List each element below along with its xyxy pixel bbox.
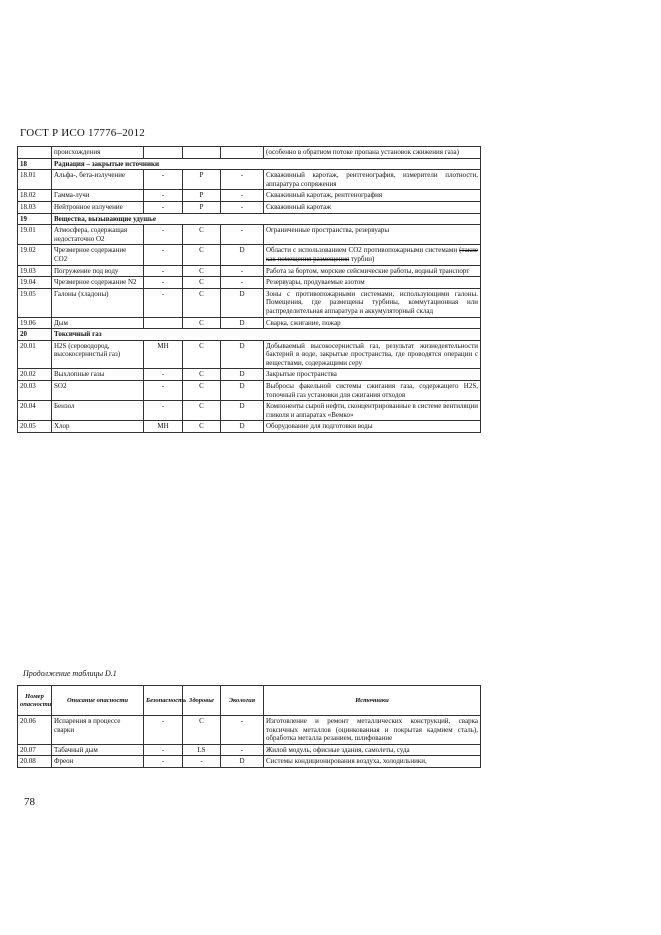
safety-value: - — [144, 716, 183, 745]
hazard-desc: Атмосфера, содержащая недостаточно O2 — [52, 225, 144, 245]
table-row — [18, 170, 481, 190]
hazard-desc: Галоны (хладоны) — [52, 288, 144, 317]
health-value: C — [183, 401, 221, 421]
hazard-desc: SO2 — [52, 381, 144, 401]
eco-value: D — [221, 401, 264, 421]
page-number: 78 — [24, 796, 35, 808]
hazard-desc: Чрезмерное содержание N2 — [52, 277, 144, 289]
safety-value: - — [144, 401, 183, 421]
safety-value: - — [144, 369, 183, 381]
safety-value: - — [144, 225, 183, 245]
safety-value: - — [144, 381, 183, 401]
eco-value: - — [221, 716, 264, 745]
col-header-health: Здоровье — [183, 686, 221, 716]
safety-value: MH — [144, 340, 183, 369]
table-row — [18, 421, 481, 433]
hazard-code: 20.03 — [18, 381, 52, 401]
hazard-code: 20.08 — [18, 756, 52, 768]
health-value: C — [183, 716, 221, 745]
hazard-source: Скважинный каротаж, рентгенография, измерители плотности, аппаратура сопряжения — [264, 170, 481, 190]
hazard-desc: Гамма-лучи — [52, 190, 144, 202]
eco-value: - — [221, 201, 264, 213]
hazard-source: Оборудование для подготовки воды — [264, 421, 481, 433]
health-value: C — [183, 225, 221, 245]
hazard-desc: Хлор — [52, 421, 144, 433]
health-value: P — [183, 190, 221, 202]
safety-value: MH — [144, 421, 183, 433]
col-header-safety: Безопасность — [144, 686, 183, 716]
hazard-source: Изготовление и ремонт металлических конструкций, сварка токсичных металлов (оцинкованная и покрытая кадмием сталь), обработка металла резанием, шлифование — [264, 716, 481, 745]
table-continuation-label: Продолжение таблицы D.1 — [23, 669, 117, 678]
safety-value — [144, 317, 183, 329]
col-header-number: Номер опасности — [18, 686, 52, 716]
hazard-desc: Альфа-, бета-излучение — [52, 170, 144, 190]
document-header: ГОСТ Р ИСО 17776–2012 — [20, 127, 146, 139]
section-title: Токсичный газ — [52, 329, 481, 341]
safety-value: - — [144, 277, 183, 289]
table-row — [18, 369, 481, 381]
safety-value: - — [144, 265, 183, 277]
hazard-code: 19.02 — [18, 245, 52, 265]
hazard-code: 18.02 — [18, 190, 52, 202]
hazard-desc: Табачный дым — [52, 744, 144, 756]
hazard-source: Работа за бортом, морские сейсмические работы, водный транспорт — [264, 265, 481, 277]
hazard-desc: Фреон — [52, 756, 144, 768]
col-header-description: Описание опасности — [52, 686, 144, 716]
table-row — [18, 756, 481, 768]
hazard-code: 18.01 — [18, 170, 52, 190]
eco-value: D — [221, 369, 264, 381]
health-value: C — [183, 265, 221, 277]
hazard-desc: Выхлопные газы — [52, 369, 144, 381]
health-value: LS — [183, 744, 221, 756]
health-value: C — [183, 340, 221, 369]
hazard-source: Ограниченные пространства, резервуары — [264, 225, 481, 245]
safety-value: - — [144, 288, 183, 317]
section-code: 20 — [18, 329, 52, 341]
eco-value: D — [221, 381, 264, 401]
health-value: C — [183, 317, 221, 329]
eco-value: - — [221, 190, 264, 202]
hazard-desc: Испарения в процессе сварки — [52, 716, 144, 745]
table-row — [18, 225, 481, 245]
safety-value: - — [144, 190, 183, 202]
source-text: турбин) — [349, 254, 375, 263]
eco-value: D — [221, 245, 264, 265]
health-value: C — [183, 245, 221, 265]
hazard-source: Добываемый высокосернистый газ, результат жизнедеятельности бактерий в воде, закрытые пространства, где проводятся операции с веществами, содержащими серу — [264, 340, 481, 369]
health-value: P — [183, 201, 221, 213]
hazard-source: Зоны с противопожарными системами, использующими галоны. Помещения, где размещены турбины, коммутационная или распределительная аппаратура и аккумуляторный склад — [264, 288, 481, 317]
section-code: 19 — [18, 213, 52, 225]
table-row — [18, 265, 481, 277]
health-value: C — [183, 381, 221, 401]
table-header-row — [18, 686, 481, 716]
eco-value: D — [221, 756, 264, 768]
table-row — [18, 147, 481, 159]
col-header-sources: Источники — [264, 686, 481, 716]
hazard-source: Компоненты сырой нефти, сконцентрированные в системе вентиляции гликоля и аппаратах «Вемко» — [264, 401, 481, 421]
hazard-source: Резервуары, продуваемые азотом — [264, 277, 481, 289]
table-row — [18, 317, 481, 329]
hazard-code: 20.01 — [18, 340, 52, 369]
safety-value: - — [144, 170, 183, 190]
section-row — [18, 158, 481, 170]
hazard-source: Скважинный каротаж — [264, 201, 481, 213]
hazard-source: Закрытые пространства — [264, 369, 481, 381]
hazard-desc: Нейтронное излучение — [52, 201, 144, 213]
hazard-source: Жилой модуль, офисные здания, самолеты, суда — [264, 744, 481, 756]
hazard-desc: Бензол — [52, 401, 144, 421]
hazard-table — [17, 146, 481, 433]
eco-value: D — [221, 288, 264, 317]
health-value: P — [183, 170, 221, 190]
struck-text: (такие как помещения размещения — [266, 246, 478, 263]
hazard-source: Выбросы факельной системы сжигания газа, содержащего H2S, топочный газ установки для сжигания отходов — [264, 381, 481, 401]
hazard-desc: H2S (сероводород, высокосернистый газ) — [52, 340, 144, 369]
eco-value: - — [221, 265, 264, 277]
hazard-code: 18.03 — [18, 201, 52, 213]
health-value: C — [183, 369, 221, 381]
health-value: C — [183, 288, 221, 317]
eco-value: D — [221, 317, 264, 329]
table-row — [18, 716, 481, 745]
eco-value: - — [221, 277, 264, 289]
hazard-code: 20.06 — [18, 716, 52, 745]
table-row — [18, 381, 481, 401]
hazard-source: Системы кондиционирования воздуха, холодильники, — [264, 756, 481, 768]
safety-value: - — [144, 756, 183, 768]
eco-value: - — [221, 225, 264, 245]
hazard-code: 19.01 — [18, 225, 52, 245]
safety-value: - — [144, 245, 183, 265]
hazard-source: Скважинный каротаж, рентгенография — [264, 190, 481, 202]
hazard-desc: происхождения — [52, 147, 144, 159]
table-row — [18, 245, 481, 265]
table-row — [18, 401, 481, 421]
health-value: - — [183, 756, 221, 768]
table-row — [18, 277, 481, 289]
table-row — [18, 201, 481, 213]
health-value: C — [183, 277, 221, 289]
section-title: Радиация – закрытые источники — [52, 158, 481, 170]
safety-value: - — [144, 744, 183, 756]
hazard-desc: Чрезмерное содержание CO2 — [52, 245, 144, 265]
table-row — [18, 288, 481, 317]
hazard-code: 19.04 — [18, 277, 52, 289]
hazard-code: 20.05 — [18, 421, 52, 433]
hazard-table-continued — [17, 685, 481, 768]
health-value: C — [183, 421, 221, 433]
eco-value: D — [221, 340, 264, 369]
eco-value: - — [221, 744, 264, 756]
hazard-code: 19.05 — [18, 288, 52, 317]
safety-value: - — [144, 201, 183, 213]
hazard-source: Сварка, сжигание, пожар — [264, 317, 481, 329]
hazard-code: 19.06 — [18, 317, 52, 329]
table-row — [18, 340, 481, 369]
eco-value: D — [221, 421, 264, 433]
section-row — [18, 213, 481, 225]
table-row — [18, 190, 481, 202]
eco-value: - — [221, 170, 264, 190]
source-text: Области с использованием CO2 противопожарными системами — [266, 246, 460, 255]
table-row — [18, 744, 481, 756]
section-code: 18 — [18, 158, 52, 170]
section-title: Вещества, вызывающие удушье — [52, 213, 481, 225]
section-row — [18, 329, 481, 341]
hazard-code: 20.02 — [18, 369, 52, 381]
hazard-source: (особенно в обратном потоке пропана установок сжижения газа) — [264, 147, 481, 159]
hazard-code: 19.03 — [18, 265, 52, 277]
hazard-code: 20.07 — [18, 744, 52, 756]
hazard-desc: Дым — [52, 317, 144, 329]
col-header-ecology: Экология — [221, 686, 264, 716]
hazard-code: 20.04 — [18, 401, 52, 421]
hazard-desc: Погружение под воду — [52, 265, 144, 277]
hazard-source — [264, 245, 481, 265]
